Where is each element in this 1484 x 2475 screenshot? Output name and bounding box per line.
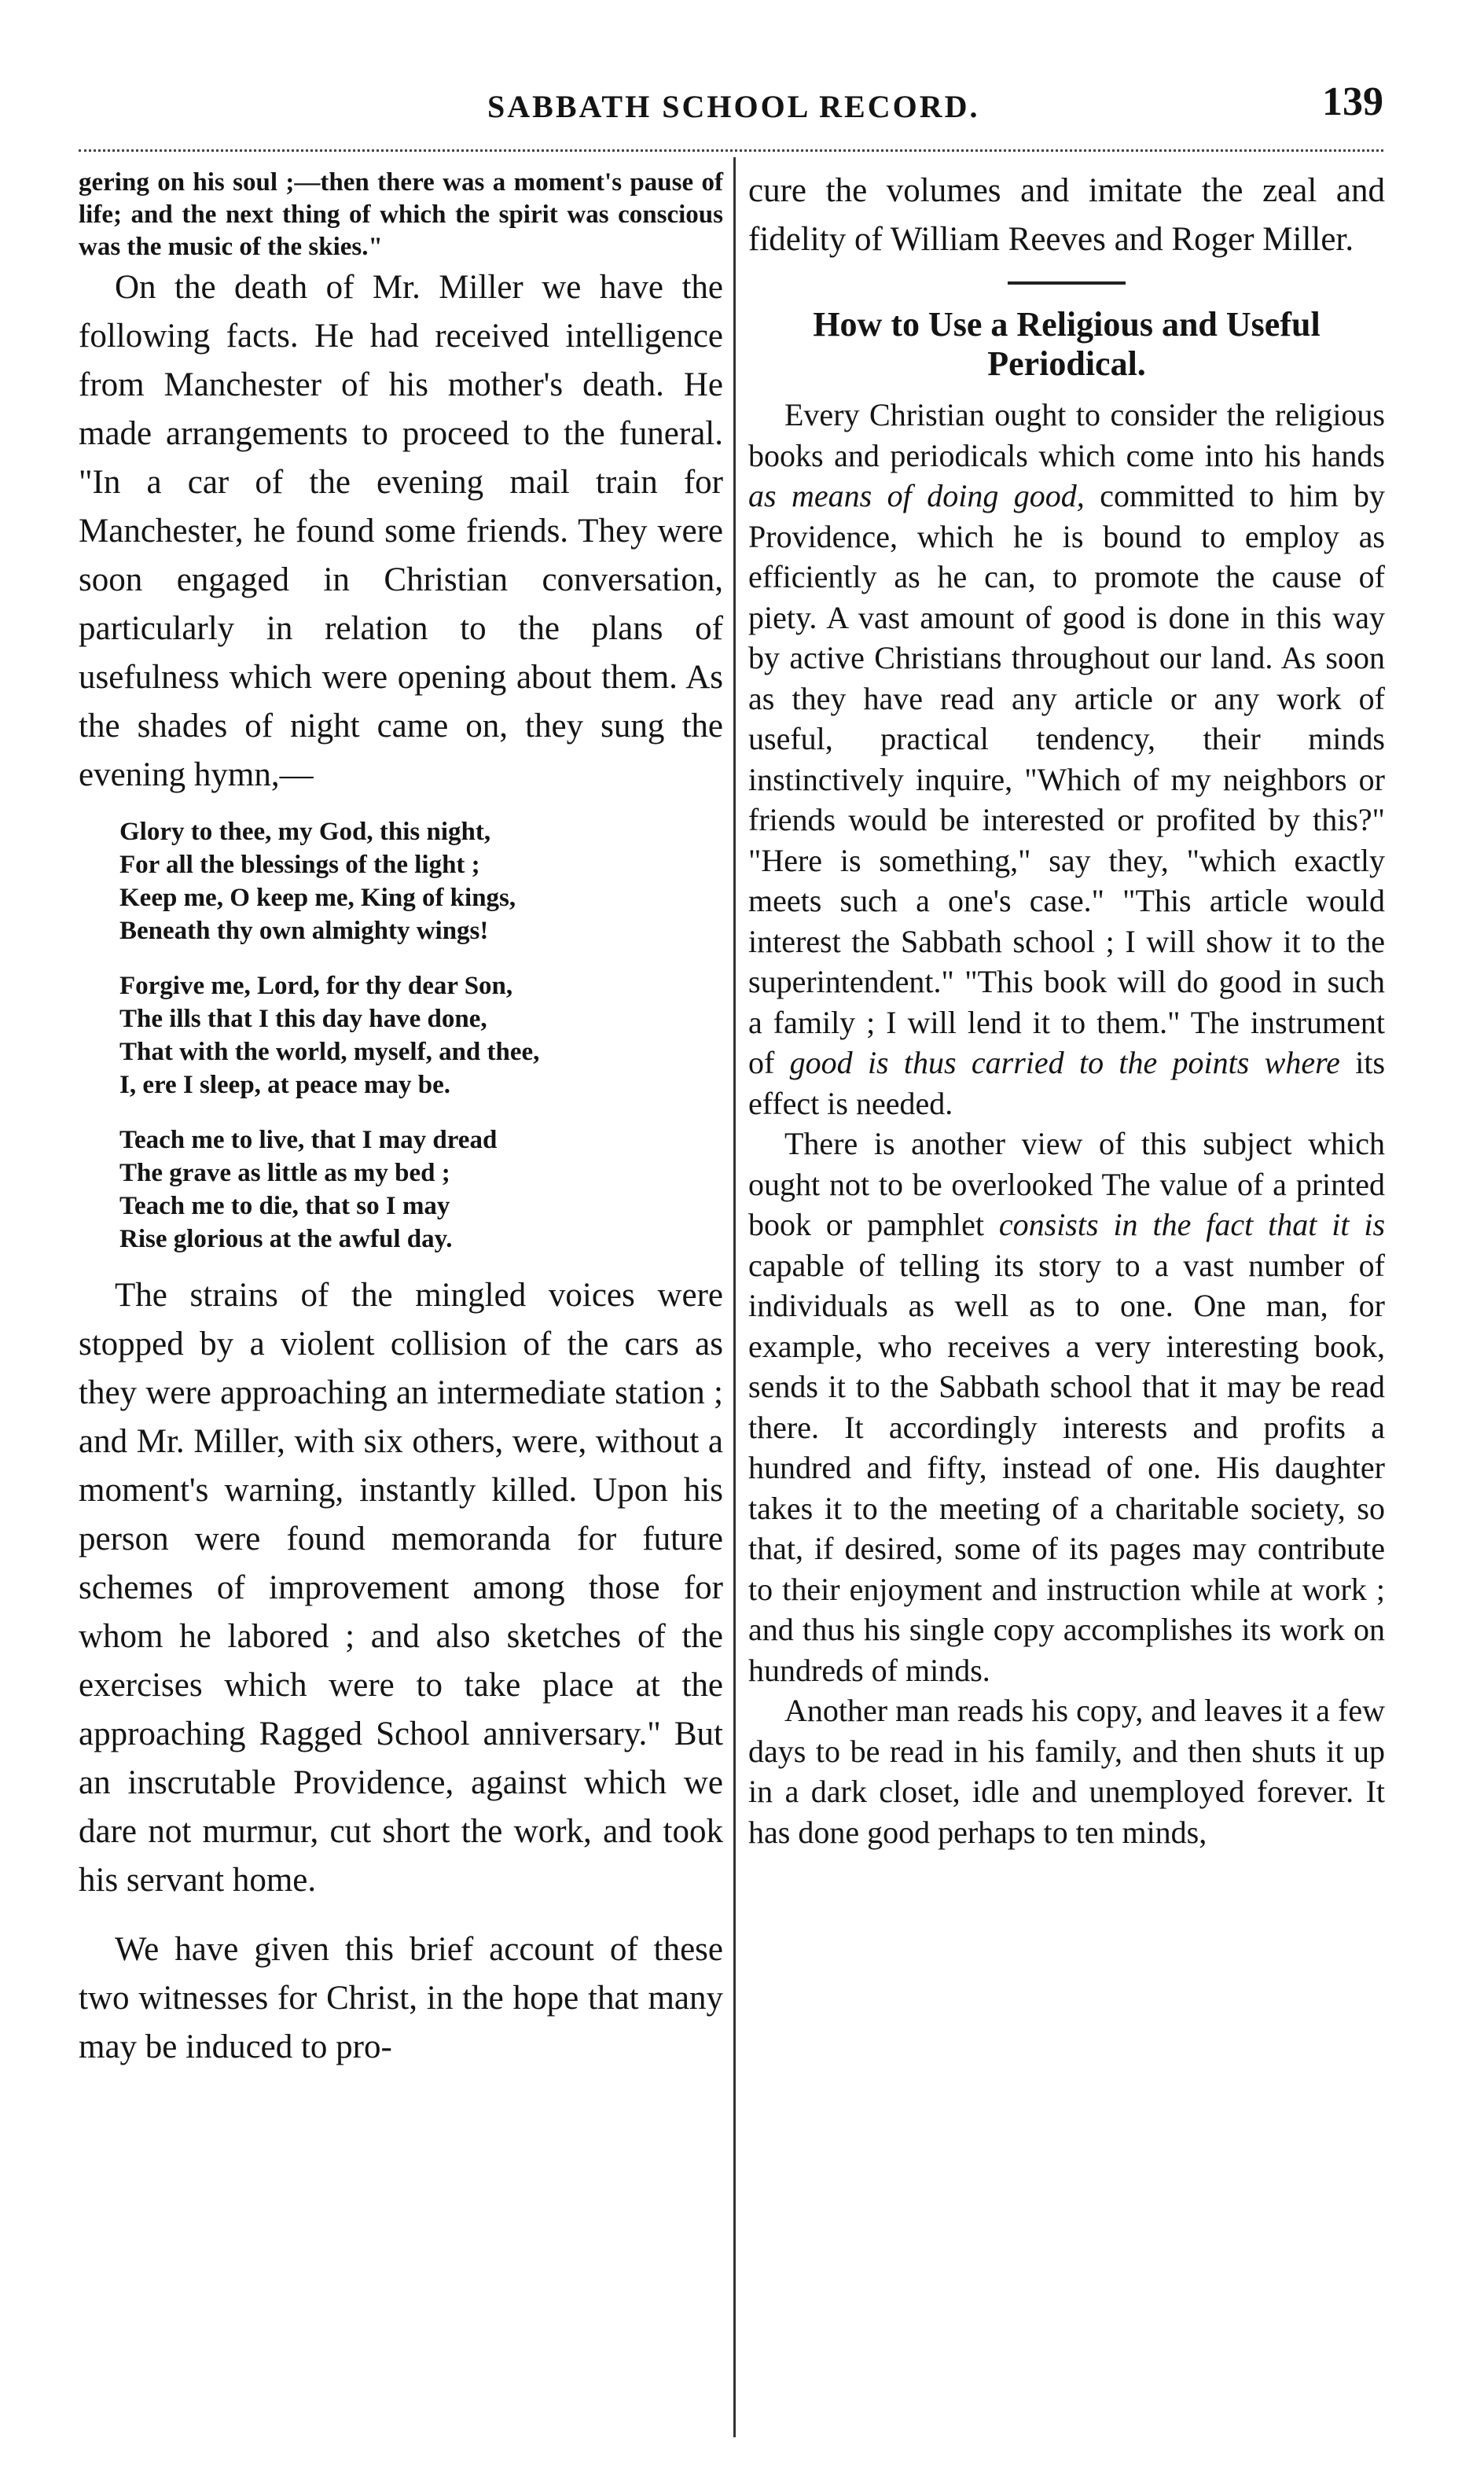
hymn-line: Glory to thee, my God, this night, [119, 818, 491, 846]
right-column [748, 167, 1385, 1852]
section-divider-rule [1008, 281, 1126, 285]
hymn-line: Forgive me, Lord, for thy dear Son, [119, 972, 513, 1000]
hymn-stanza-2 [119, 969, 723, 1101]
hymn-line: That with the world, myself, and thee, [119, 1038, 540, 1066]
emphasis-text: consists in the fact that it is [998, 1207, 1386, 1242]
hymn-line: Teach me to die, that so I may [119, 1192, 450, 1220]
paragraph-brief-account: We have given this brief account of these two witnesses for Christ, in the hope that many may be induced to pro- [79, 1931, 723, 2065]
hymn-line: Teach me to live, that I may dread [119, 1126, 498, 1154]
hymn-line: The ills that I this day have done, [119, 1005, 487, 1033]
text-run: committed to him by Providence, which he is bound to employ as efficiently as he can, to promote the cause of piety. A vast amount of good is done in this way by active Christians throughout our land. As soon as they have read any article or any work of useful, practical tendency, their minds instinctively inquire, "Which of my neighbors or friends would be interested or profited by this?" "Here is something," say they, "which exactly meets such a one's case." "This article would interest the Sabbath school ; I will show it to the superintendent." "This book will do good in such a family ; I will lend it to them." The instrument of [748, 478, 1386, 1080]
emphasis-text: good is thus carried to the points where [789, 1045, 1340, 1080]
paragraph-continued: cure the volumes and imitate the zeal and fidelity of William Reeves and Roger Miller. [748, 172, 1385, 258]
hymn-stanza-1 [119, 815, 723, 947]
paragraph-another-view [748, 1123, 1385, 1690]
section-title: How to Use a Religious and Useful Periodical. [813, 305, 1321, 383]
paragraph-miller-death: On the death of Mr. Miller we have the following facts. He had received intelligence from Manchester of his mother's death. He made arrangements to proceed to the funeral. "In a car of the evening mail train for Manchester, he found some friends. They were soon engaged in Christian conversation, particularly in relation to the plans of usefulness which were opening about them. As the shades of night came on, they sung the evening hymn,— [79, 269, 723, 793]
hymn-stanza-3 [119, 1123, 723, 1256]
paragraph-collision: The strains of the mingled voices were stopped by a violent collision of the cars as they were approaching an intermediate station ; and Mr. Miller, with six others, were, without a moment's warning, instantly killed. Upon his person were found memoranda for future schemes of improvement among those for whom he labored ; and also sketches of the exercises which were to take place at the approaching Ragged School anniversary." But an inscrutable Providence, against which we dare not murmur, cut short the work, and took his servant home. [79, 1277, 723, 1899]
hymn-line: For all the blessings of the light ; [119, 851, 480, 879]
hymn-line: Rise glorious at the awful day. [119, 1225, 453, 1253]
text-run: its effect is needed. [748, 1045, 1386, 1121]
evening-hymn [119, 815, 723, 1256]
running-head: SABBATH SCHOOL RECORD. [487, 89, 980, 124]
hymn-line: I, ere I sleep, at peace may be. [119, 1071, 450, 1099]
emphasis-text: as means of doing good, [748, 478, 1085, 513]
hymn-line: Beneath thy own almighty wings! [119, 917, 489, 945]
page-number: 139 [1322, 79, 1383, 124]
header-rule [79, 149, 1383, 152]
quote-continuation: gering on his soul ;—then there was a moment's pause of life; and the next thing of which the spirit was conscious was the music of the skies." [79, 168, 723, 261]
column-divider [733, 157, 736, 2437]
paragraph-another-man: Another man reads his copy, and leaves it a few days to be read in his family, and then shuts it up in a dark closet, idle and unemployed forever. It has done good perhaps to ten minds, [748, 1693, 1385, 1850]
hymn-line: Keep me, O keep me, King of kings, [119, 884, 516, 912]
hymn-line: The grave as little as my bed ; [119, 1159, 450, 1187]
left-column [79, 167, 723, 2072]
paragraph-every-christian [748, 395, 1385, 1123]
text-run: There is another view of this subject which ought not to be overlooked The value of a printed book or pamphlet [748, 1126, 1385, 1242]
text-run: capable of telling its story to a vast number of individuals as well as to one. One man, for example, who receives a very interesting book, sends it to the Sabbath school that it may be read there. It accordingly interests and profits a hundred and fifty, instead of one. His daughter takes it to the meeting of a charitable society, so that, if desired, some of its pages may contribute to their enjoyment and instruction while at work ; and thus his single copy accomplishes its work on hundreds of minds. [748, 1247, 1385, 1688]
text-run: Every Christian ought to consider the religious books and periodicals which come into his hands [748, 397, 1385, 473]
page-header [79, 79, 1383, 142]
